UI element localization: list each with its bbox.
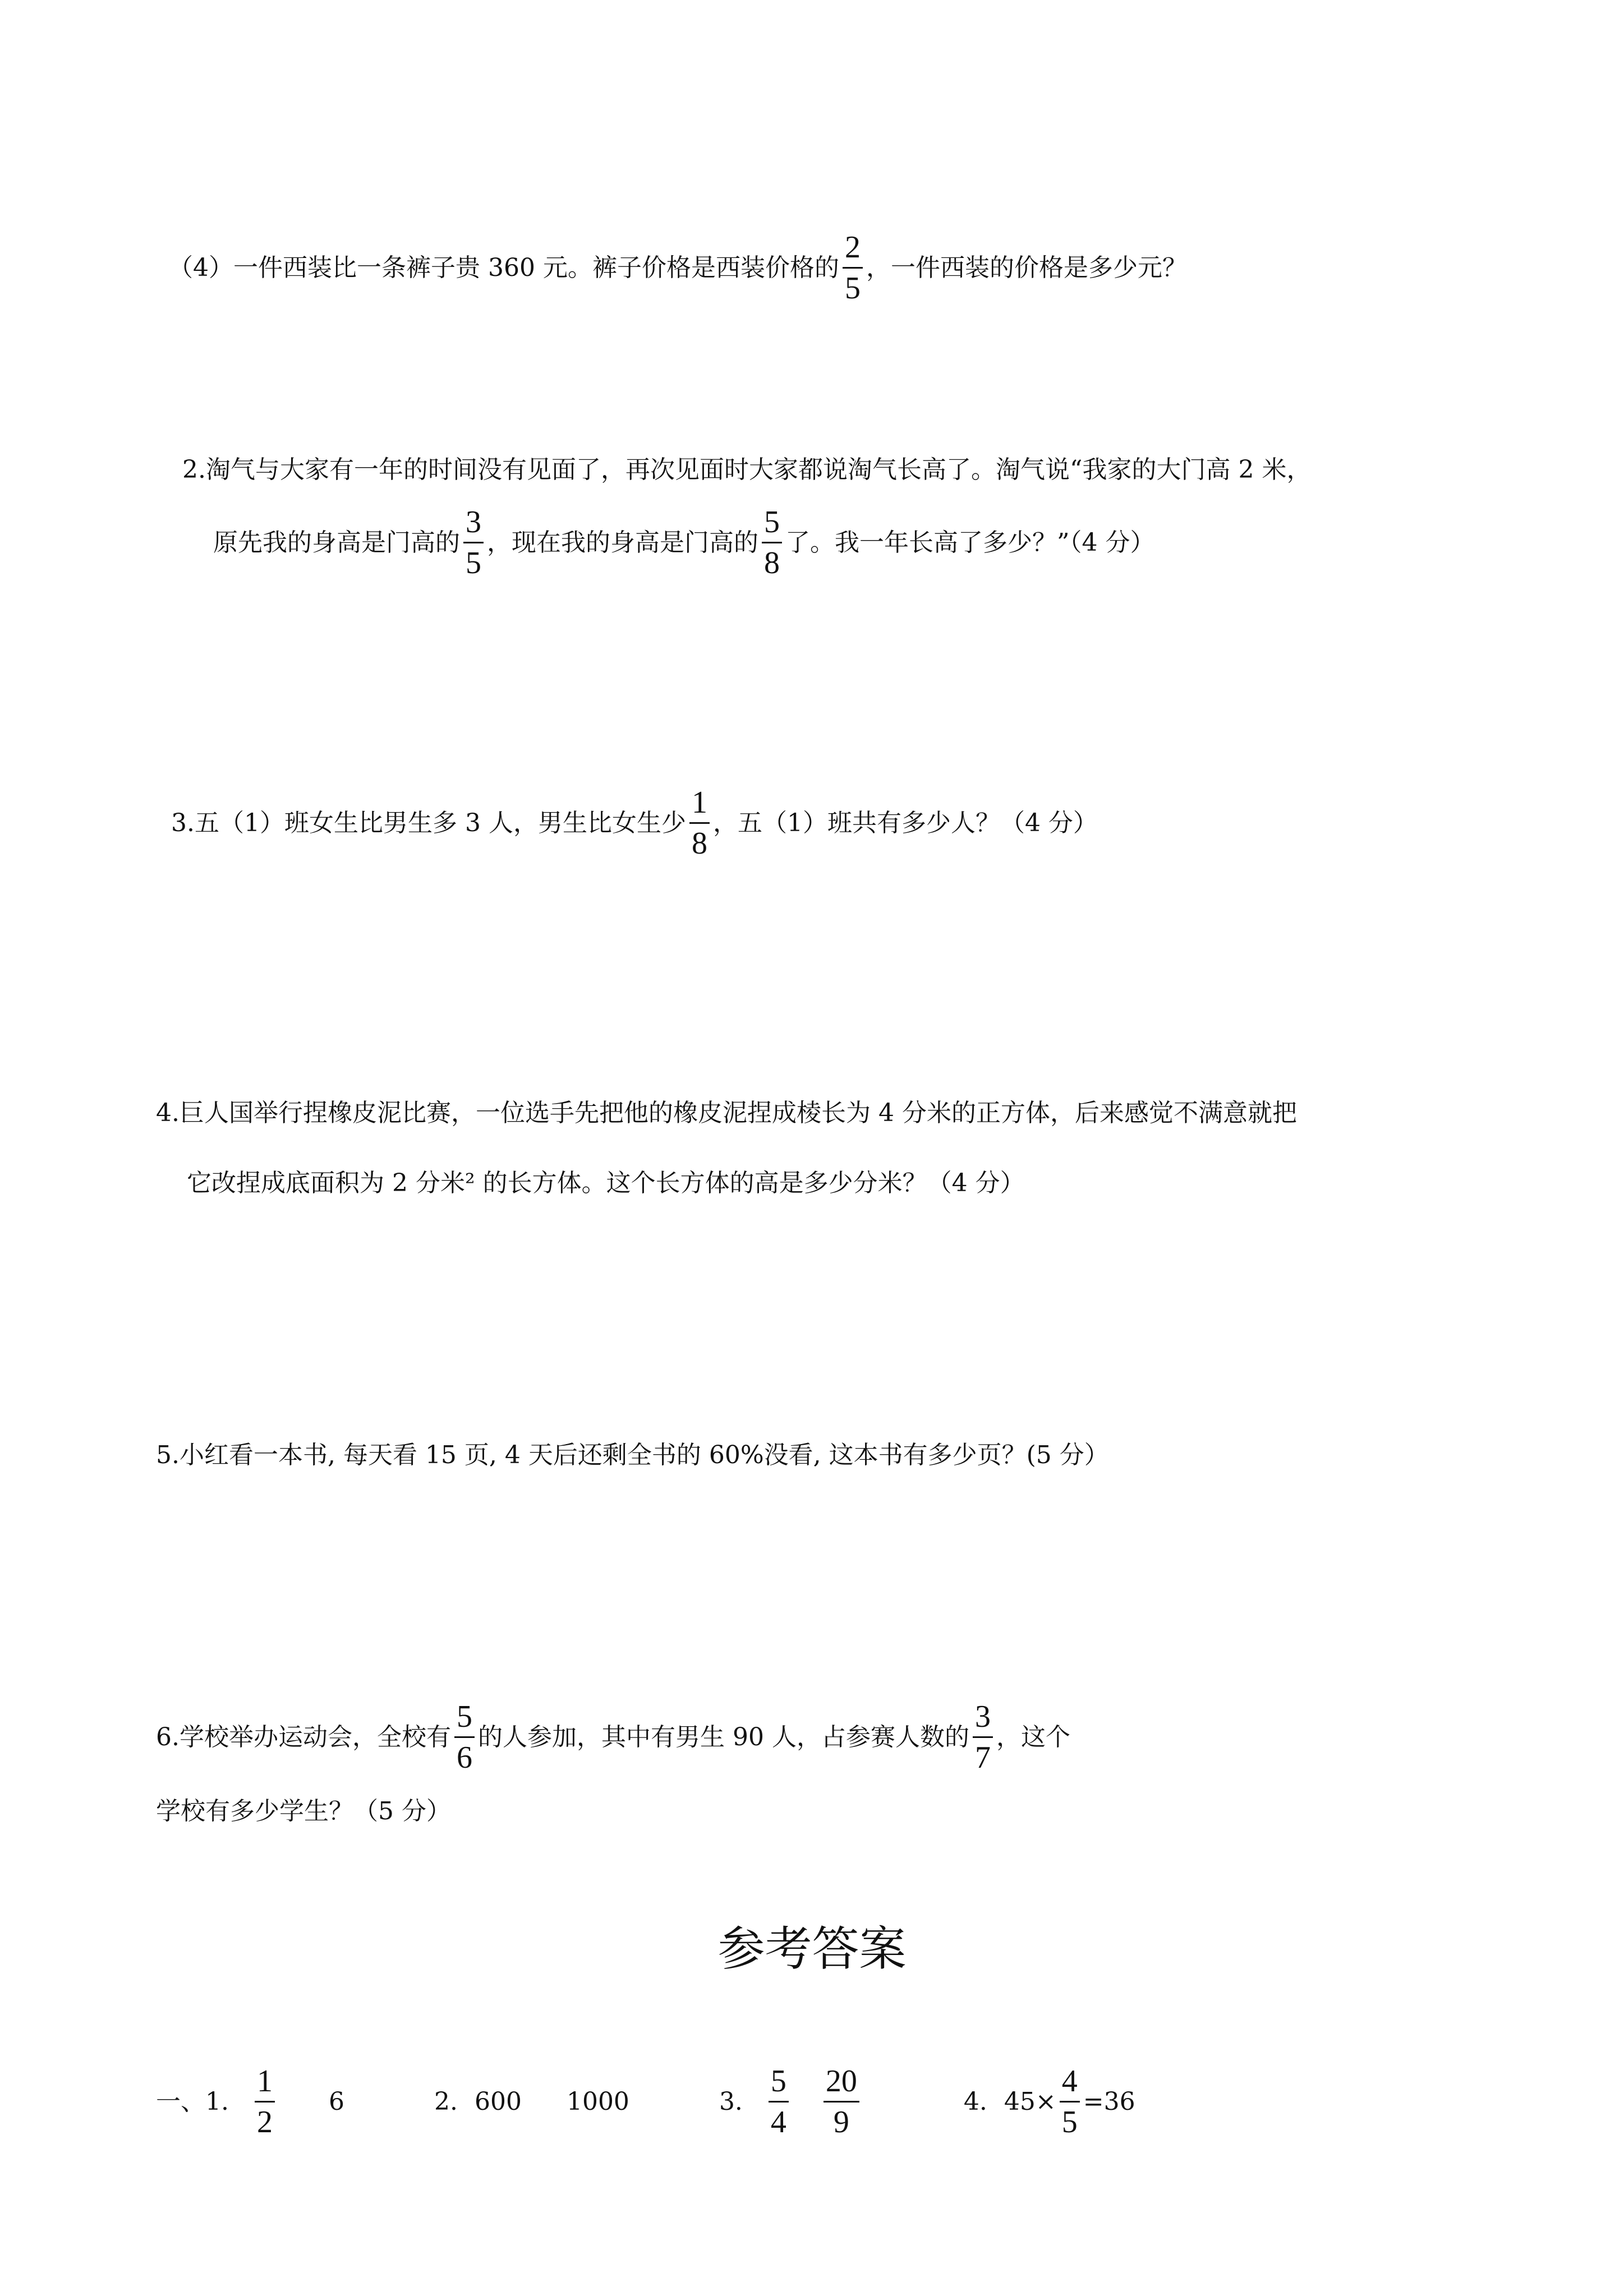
- question-text: 原先我的身高是门高的: [213, 528, 460, 557]
- question-text: ，现在我的身高是门高的: [487, 528, 758, 557]
- answer-label: 3.: [719, 2087, 743, 2116]
- question-text: 6.学校举办运动会，全校有: [156, 1722, 451, 1751]
- question-6-line-2: [156, 1795, 451, 1828]
- fraction: $\frac{3}{7}$: [973, 1699, 993, 1775]
- question-4-line-1: [156, 1096, 1297, 1130]
- answer-text: 45×: [1004, 2087, 1056, 2116]
- question-text: 4.巨人国举行捏橡皮泥比赛，一位选手先把他的橡皮泥捏成棱长为 4 分米的正方体，后来感觉不满意就把: [156, 1099, 1297, 1127]
- fraction: $\frac{5}{4}$: [769, 2064, 789, 2140]
- answer-label: 4.: [963, 2087, 987, 2116]
- question-text: 2.淘气与大家有一年的时间没有见面了，再次见面时大家都说淘气长高了。淘气说“我家的大门高 2 米，: [182, 455, 1312, 484]
- question-text: 学校有多少学生？（5 分）: [156, 1797, 451, 1825]
- fraction: $\frac{3}{5}$: [463, 505, 484, 580]
- fraction: $\frac{2}{5}$: [843, 230, 863, 306]
- fraction: $\frac{5}{8}$: [762, 505, 782, 580]
- question-text: 3.五（1）班女生比男生多 3 人，男生比女生少: [171, 808, 686, 837]
- answer-text: =36: [1083, 2087, 1135, 2116]
- question-text: ，一件西装的价格是多少元？: [866, 253, 1187, 282]
- fraction: $\frac{5}{6}$: [454, 1699, 475, 1775]
- fraction: $\frac{4}{5}$: [1060, 2064, 1080, 2140]
- question-text: 的人参加，其中有男生 90 人，占参赛人数的: [477, 1722, 969, 1751]
- question-text: ，五（1）班共有多少人？（4 分）: [712, 808, 1098, 837]
- question-4-sub: [168, 230, 1187, 306]
- answers-title: 参考答案: [717, 1921, 907, 1976]
- fraction: $\frac{1}{2}$: [255, 2064, 275, 2140]
- fraction: $\frac{1}{8}$: [689, 785, 710, 861]
- answer-value: 600: [474, 2087, 522, 2116]
- answers-line: [156, 2064, 1135, 2140]
- fraction: $\frac{20}{9}$: [823, 2064, 859, 2140]
- question-2-line-1: [182, 453, 1311, 487]
- answer-value: 6: [328, 2087, 344, 2116]
- question-5: [156, 1439, 1109, 1472]
- question-4-line-2: [187, 1167, 1025, 1200]
- question-2-line-2: [213, 505, 1154, 580]
- question-text: ，这个: [996, 1722, 1070, 1751]
- answer-value: 1000: [566, 2087, 629, 2116]
- question-text: 5.小红看一本书, 每天看 15 页, 4 天后还剩全书的 60%没看, 这本书有多少页？(5 分）: [156, 1441, 1109, 1469]
- question-3: [171, 785, 1098, 861]
- question-text: 它改捏成底面积为 2 分米² 的长方体。这个长方体的高是多少分米？（4 分）: [187, 1169, 1025, 1197]
- question-6-line-1: [156, 1699, 1070, 1775]
- answer-label: 2.: [434, 2087, 458, 2116]
- question-text: （4）一件西装比一条裤子贵 360 元。裤子价格是西装价格的: [168, 253, 839, 282]
- question-text: 了。我一年长高了多少？”（4 分）: [785, 528, 1155, 557]
- answer-prefix: 一、1.: [156, 2087, 229, 2116]
